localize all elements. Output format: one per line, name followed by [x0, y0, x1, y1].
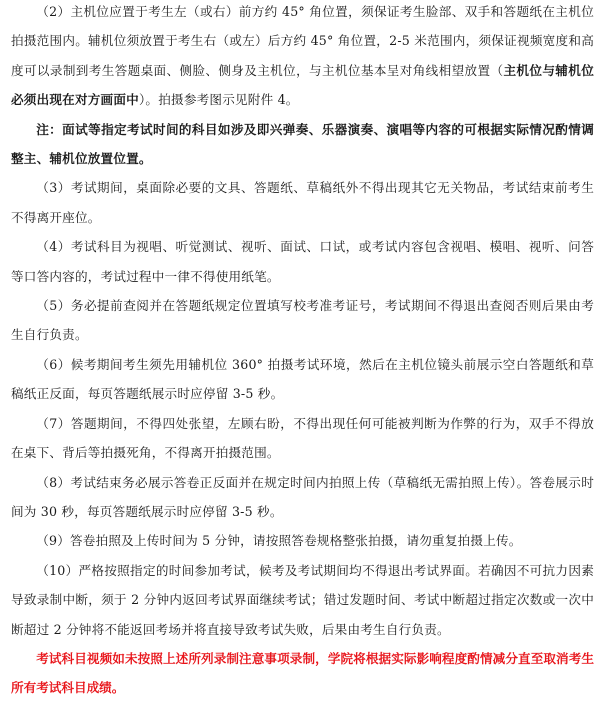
paragraph-4: （4）考试科目为视唱、听觉测试、视听、面试、口试，或考试内容包含视唱、模唱、视听、问答等口答内容的，考试过程中一律不得使用纸笔。: [11, 239, 594, 284]
paragraph-9: （9）答卷拍照及上传时间为 5 分钟，请按照答卷规格整张拍摄，请勿重复拍摄上传。: [36, 533, 522, 549]
paragraph-2: [11, 0, 594, 115]
paragraph-2-text: （2）主机位应置于考生左（或右）前方约 45° 角位置，须保证考生脸部、双手和答题纸在主机位拍摄范围内。辅机位须放置于考生右（或左）后方约 45° 角位置，2-5 米范围内，须保证视频宽度和高度可以录制到考生答题桌面、侧脸、侧身及主机位，与主机位基本呈对角线相望放置（: [11, 4, 594, 78]
paragraph-6: （6）候考期间考生须先用辅机位 360° 拍摄考试环境，然后在主机位镜头前展示空白答题纸和草稿纸正反面，每页答题纸展示时应停留 3-5 秒。: [11, 356, 594, 402]
paragraph-2-emphasis: 主机位与辅机位必须出现在对方画面中: [11, 62, 594, 108]
paragraph-3: （3）考试期间，桌面除必要的文具、答题纸、草稿纸外不得出现其它无关物品，考试结束前考生不得离开座位。: [11, 180, 594, 225]
paragraph-8: （8）考试结束务必展示答卷正反面并在规定时间内拍照上传（草稿纸无需拍照上传）。答卷展示时间为 30 秒，每页答题纸展示时应停留 3-5 秒。: [11, 474, 594, 519]
paragraph-2-tail: ）。拍摄参考图示见附件 4。: [138, 92, 299, 108]
paragraph-5: （5）务必提前查阅并在答题纸规定位置填写校考准考证号，考试期间不得退出查阅否则后果由考生自行负责。: [11, 298, 594, 343]
paragraph-10: （10）严格按照指定的时间参加考试，候考及考试期间均不得退出考试界面。若确因不可抗力因素导致录制中断，须于 2 分钟内返回考试界面继续考试；错过发题时间、考试中断超过指定次数或一次中断超过 2 分钟将不能返回考场并将直接导致考试失败，后果由考生自行负责。: [11, 562, 594, 637]
note-paragraph: 注：面试等指定考试时间的科目如涉及即兴弹奏、乐器演奏、演唱等内容的可根据实际情况酌情调整主、辅机位放置位置。: [11, 121, 594, 167]
warning-paragraph: 考试科目视频如未按照上述所列录制注意事项录制，学院将根据实际影响程度酌情减分直至取消考生所有考试科目成绩。: [11, 650, 594, 696]
paragraph-7: （7）答题期间，不得四处张望，左顾右盼，不得出现任何可能被判断为作弊的行为，双手不得放在桌下、背后等拍摄死角，不得离开拍摄范围。: [11, 415, 594, 461]
